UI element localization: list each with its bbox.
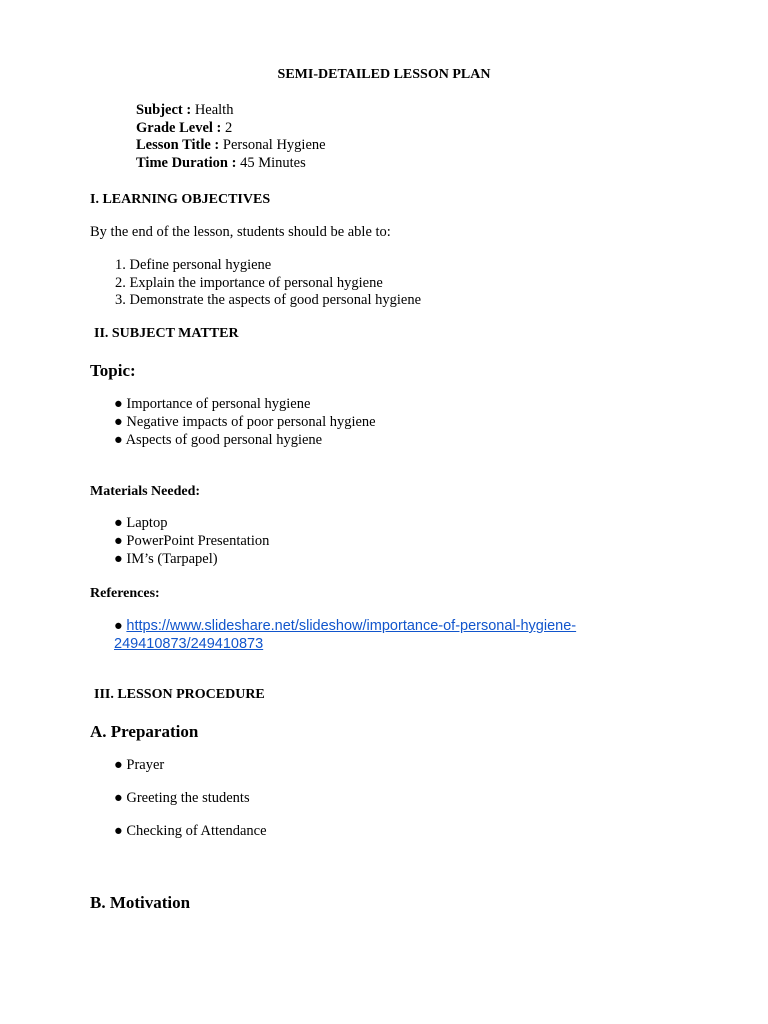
meta-label: Time Duration : [136, 154, 237, 171]
list-item: ● Negative impacts of poor personal hygiene [114, 414, 376, 430]
section-heading-lesson-procedure: III. LESSON PROCEDURE [94, 687, 265, 702]
list-item: ● Importance of personal hygiene [114, 396, 311, 412]
objectives-intro: By the end of the lesson, students should be able to: [90, 224, 391, 240]
section-heading-objectives: I. LEARNING OBJECTIVES [90, 192, 271, 207]
reference-item [114, 618, 634, 653]
meta-label: Grade Level : [136, 119, 222, 136]
references-label: References: [90, 586, 160, 601]
topic-label: Topic: [90, 361, 136, 380]
topics-list [114, 396, 376, 450]
materials-list [114, 515, 269, 569]
bullet: ● [114, 618, 127, 634]
meta-label: Subject : [136, 102, 192, 118]
meta-value: Health [191, 102, 234, 118]
list-item: ● Greeting the students [114, 790, 250, 806]
list-item: 2. Explain the importance of personal hygiene [115, 274, 383, 291]
materials-label: Materials Needed: [90, 484, 201, 499]
list-item: ● PowerPoint Presentation [114, 533, 270, 549]
list-item: ● Laptop [114, 515, 168, 531]
section-heading-subject-matter: II. SUBJECT MATTER [94, 326, 239, 341]
meta-lesson-title [136, 137, 326, 155]
motivation-heading: B. Motivation [90, 893, 191, 912]
list-item: 1. Define personal hygiene [115, 257, 272, 273]
list-item: 3. Demonstrate the aspects of good personal hygiene [115, 292, 422, 308]
preparation-heading: A. Preparation [90, 722, 199, 741]
list-item: ● IM’s (Tarpapel) [114, 551, 218, 567]
lesson-meta [136, 102, 326, 172]
list-item: ● Prayer [114, 757, 165, 773]
objectives-list [115, 257, 421, 310]
meta-value: 2 [221, 119, 233, 136]
meta-value: Personal Hygiene [219, 137, 326, 153]
list-item: ● Checking of Attendance [114, 823, 267, 839]
meta-label: Lesson Title : [136, 137, 220, 153]
meta-subject [136, 102, 326, 120]
meta-value: 45 Minutes [236, 154, 306, 171]
reference-link[interactable]: https://www.slideshare.net/slideshow/importance-of-personal-hygiene-249410873/249410873 [114, 618, 577, 652]
document-title: SEMI-DETAILED LESSON PLAN [277, 67, 491, 82]
meta-grade-level [136, 120, 326, 138]
list-item: ● Aspects of good personal hygiene [114, 432, 323, 448]
meta-time-duration [136, 155, 326, 173]
